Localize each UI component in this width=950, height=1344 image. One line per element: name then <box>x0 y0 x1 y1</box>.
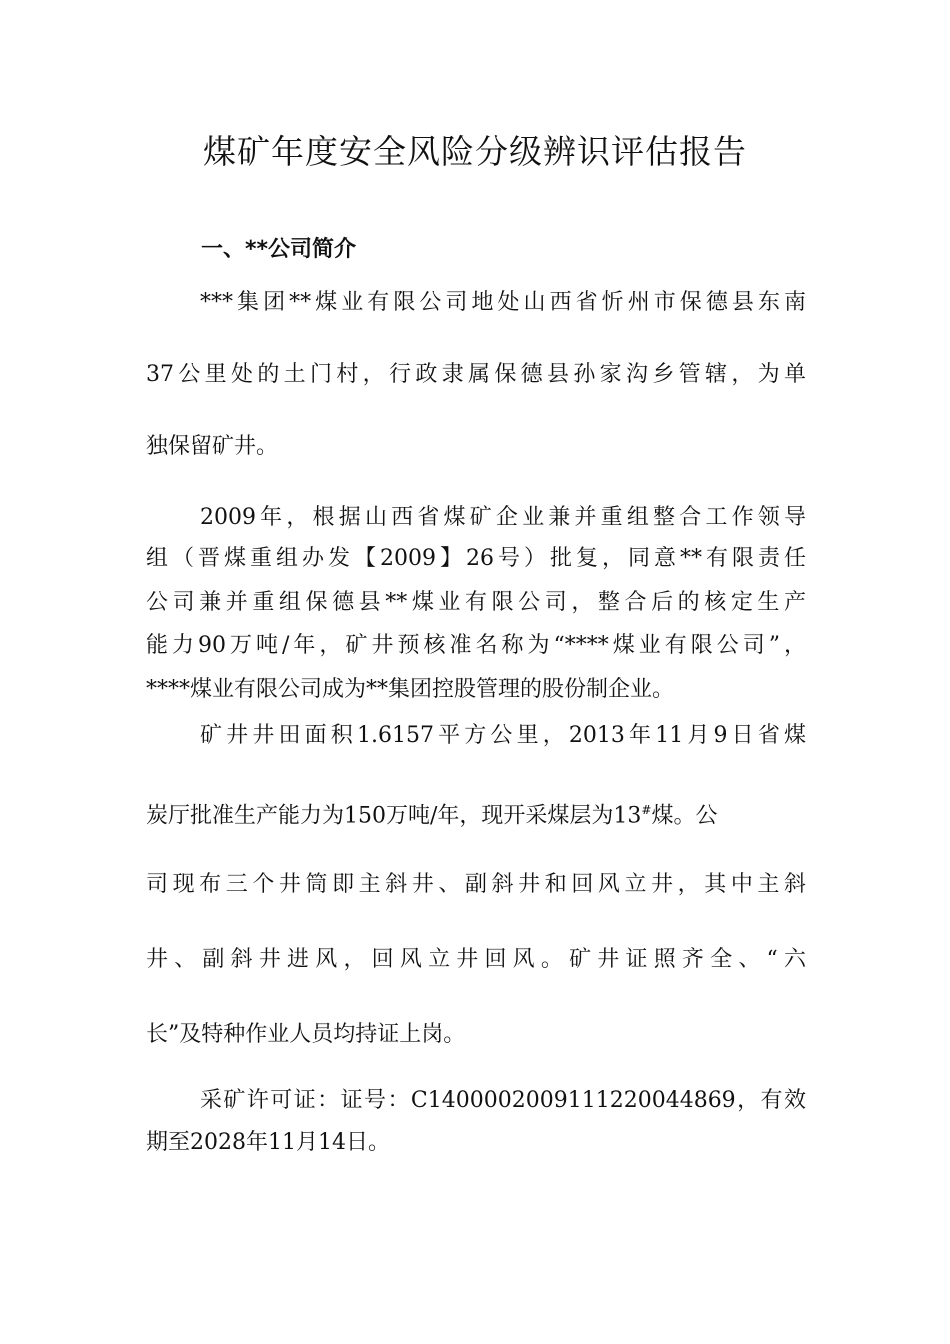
paragraph-line: 能力90万吨/年，矿井预核准名称为“****煤业有限公司”， <box>146 633 806 658</box>
paragraph-line: 采矿许可证：证号：C1400002009111220044869，有效 <box>200 1088 806 1113</box>
document-title: 煤矿年度安全风险分级辨识评估报告 <box>203 132 747 171</box>
paragraph-line: 组（晋煤重组办发【2009】26号）批复，同意**有限责任 <box>146 546 806 571</box>
paragraph-line: 期至2028年11月14日。 <box>146 1130 390 1155</box>
paragraph-line: ***集团**煤业有限公司地处山西省忻州市保德县东南 <box>200 290 806 315</box>
paragraph-line: 公司兼并重组保德县**煤业有限公司，整合后的核定生产 <box>146 590 806 615</box>
paragraph-line: ****煤业有限公司成为**集团控股管理的股份制企业。 <box>146 677 675 702</box>
paragraph-line: 矿井井田面积1.6157平方公里，2013年11月9日省煤 <box>200 723 806 748</box>
paragraph-line: 司现布三个井筒即主斜井、副斜井和回风立井，其中主斜 <box>146 872 806 897</box>
section-heading: 一、**公司简介 <box>201 237 357 262</box>
paragraph-line: 独保留矿井。 <box>146 434 279 459</box>
line-text: 煤。公 <box>651 803 718 829</box>
seam-mark: # <box>641 803 652 817</box>
paragraph-line: 2009年，根据山西省煤矿企业兼并重组整合工作领导 <box>200 505 806 530</box>
line-text: 炭厅批准生产能力为150万吨/年，现开采煤层为13 <box>146 803 642 829</box>
paragraph-line <box>146 790 717 836</box>
paragraph-line: 井、副斜井进风，回风立井回风。矿井证照齐全、“六 <box>146 947 806 972</box>
paragraph-line: 长”及特种作业人员均持证上岗。 <box>146 1022 466 1047</box>
paragraph-line: 37公里处的土门村，行政隶属保德县孙家沟乡管辖，为单 <box>146 362 806 387</box>
